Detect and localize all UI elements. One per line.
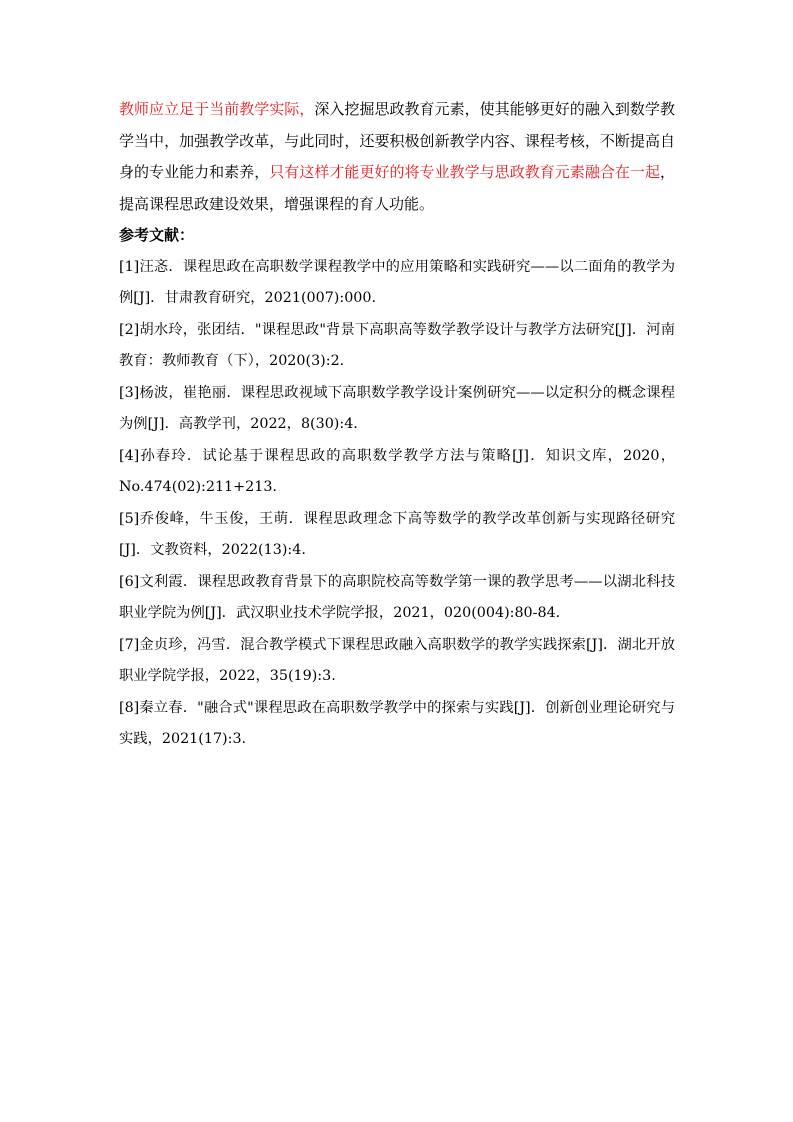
reference-item: [6]文利霞．课程思政教育背景下的高职院校高等数学第一课的教学思考——以湖北科技职业学院为例[J]．武汉职业技术学院学报，2021，020(004):80-84. [119,573,675,621]
highlight-text-1: 教师应立足于当前教学实际， [119,100,315,118]
reference-item: [4]孙春玲．试论基于课程思政的高职数学教学方法与策略[J]．知识文库，2020，No.474(02):211+213. [119,447,675,495]
references-heading: 参考文献： [119,226,195,244]
reference-item: [3]杨波，崔艳丽．课程思政视域下高职数学教学设计案例研究——以定积分的概念课程为例[J]．高教学刊，2022，8(30):4. [119,384,675,432]
reference-item: [1]汪忞．课程思政在高职数学课程教学中的应用策略和实践研究——以二面角的教学为例[J]．甘肃教育研究，2021(007):000. [119,258,675,306]
reference-item: [2]胡水玲，张团结．"课程思政"背景下高职高等数学教学设计与教学方法研究[J]．河南教育：教师教育（下），2020(3):2. [119,321,675,369]
highlight-text-2: 只有这样才能更好的将专业教学与思政教育元素融合在一起 [269,163,660,181]
reference-item: [7]金贞珍，冯雪．混合教学模式下课程思政融入高职数学的教学实践探索[J]．湖北开放职业学院学报，2022，35(19):3. [119,636,675,684]
reference-item: [5]乔俊峰，牛玉俊，王萌．课程思政理念下高等数学的教学改革创新与实现路径研究[J]．文教资料，2022(13):4. [119,510,675,558]
body-paragraph [119,94,675,220]
body-text-2: ，提高课程思政建设效果，增强课程的育人功能。 [119,163,675,213]
document-page [119,94,675,756]
reference-item: [8]秦立春．"融合式"课程思政在高职数学教学中的探索与实践[J]．创新创业理论研究与实践，2021(17):3. [119,699,675,747]
body-text-1: 深入挖掘思政教育元素，使其能够更好的融入到数学教学当中，加强教学改革，与此同时，还要积极创新教学内容、课程考核，不断提高自身的专业能力和素养， [119,100,675,181]
